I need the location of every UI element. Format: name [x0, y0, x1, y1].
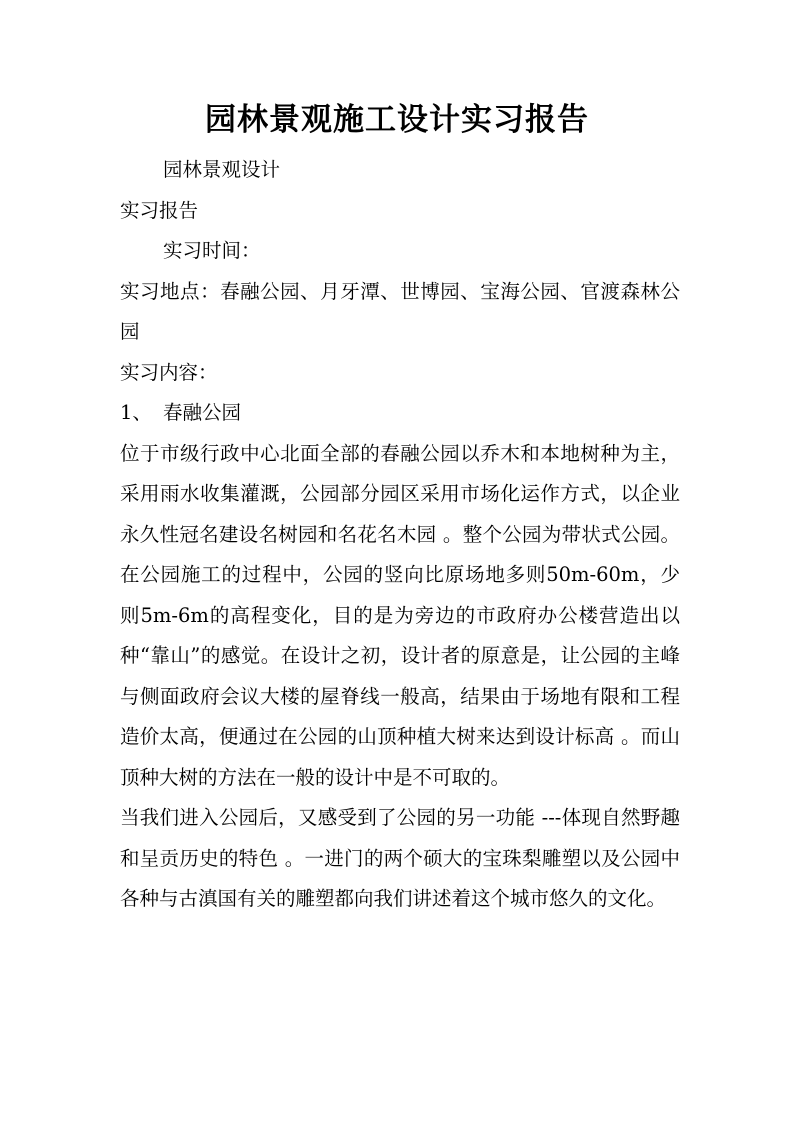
- page-title: 园林景观施工设计实习报告: [205, 102, 589, 138]
- paragraph-1: 位于市级行政中心北面全部的春融公园以乔木和本地树种为主，采用雨水收集灌溉，公园部分园区采用市场化运作方式，以企业永久性冠名建设名树园和名花名木园 。整个公园为带状式公园。在公园施工的过程中，公园的竖向比原场地多则50m-60m，少则5m-6m的高程变化，目的是为旁边的市政府办公楼营造出以种“靠山”的感觉。在设计之初，设计者的原意是，让公园的主峰与侧面政府会议大楼的屋脊线一般高，结果由于场地有限和工程造价太高，便通过在公园的山顶种植大树来达到设计标高 。而山顶种大树的方法在一般的设计中是不可取的。: [120, 441, 680, 789]
- document-body: [120, 150, 680, 920]
- content-label: 实习内容：: [120, 360, 218, 384]
- section-title: 春融公园: [163, 401, 242, 424]
- time-label: 实习时间：: [163, 239, 261, 262]
- paragraph-2: 当我们进入公园后，又感受到了公园的另一功能 ---体现自然野趣和呈贡历史的特色 。一进门的两个硕大的宝珠梨雕塑以及公园中各种与古滇国有关的雕塑都向我们讲述着这个城市悠久的文化。: [120, 806, 680, 910]
- section-number: 1、: [120, 401, 152, 424]
- location-line: 实习地点：春融公园、月牙潭、世博园、宝海公园、官渡森林公园: [120, 279, 680, 343]
- section-heading: [120, 393, 680, 434]
- subtitle: 园林景观设计: [163, 158, 281, 181]
- report-label: 实习报告: [120, 198, 199, 222]
